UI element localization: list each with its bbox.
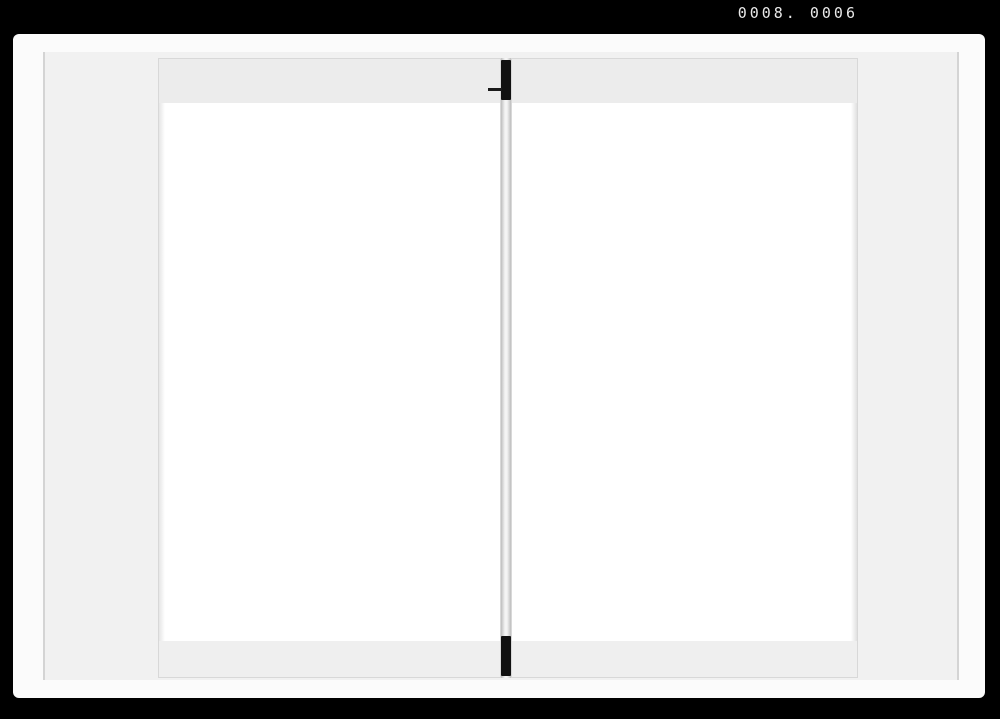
left-page-edge bbox=[159, 103, 165, 641]
left-page-bottom-band bbox=[159, 641, 500, 677]
right-page-edge bbox=[851, 103, 857, 641]
right-page-top-band bbox=[512, 59, 857, 103]
section-mark bbox=[488, 88, 502, 91]
left-page-top-band bbox=[159, 59, 500, 103]
right-page-bottom-band bbox=[512, 641, 857, 677]
binding-clip-bottom bbox=[501, 636, 511, 676]
right-page-text bbox=[528, 159, 844, 679]
binding-clip-top bbox=[501, 60, 511, 100]
frame-number: 0008. 0006 bbox=[737, 4, 858, 22]
book-spine bbox=[501, 58, 511, 678]
open-book bbox=[158, 58, 858, 678]
left-page-text bbox=[181, 159, 481, 679]
right-page bbox=[511, 58, 858, 678]
left-page bbox=[158, 58, 501, 678]
